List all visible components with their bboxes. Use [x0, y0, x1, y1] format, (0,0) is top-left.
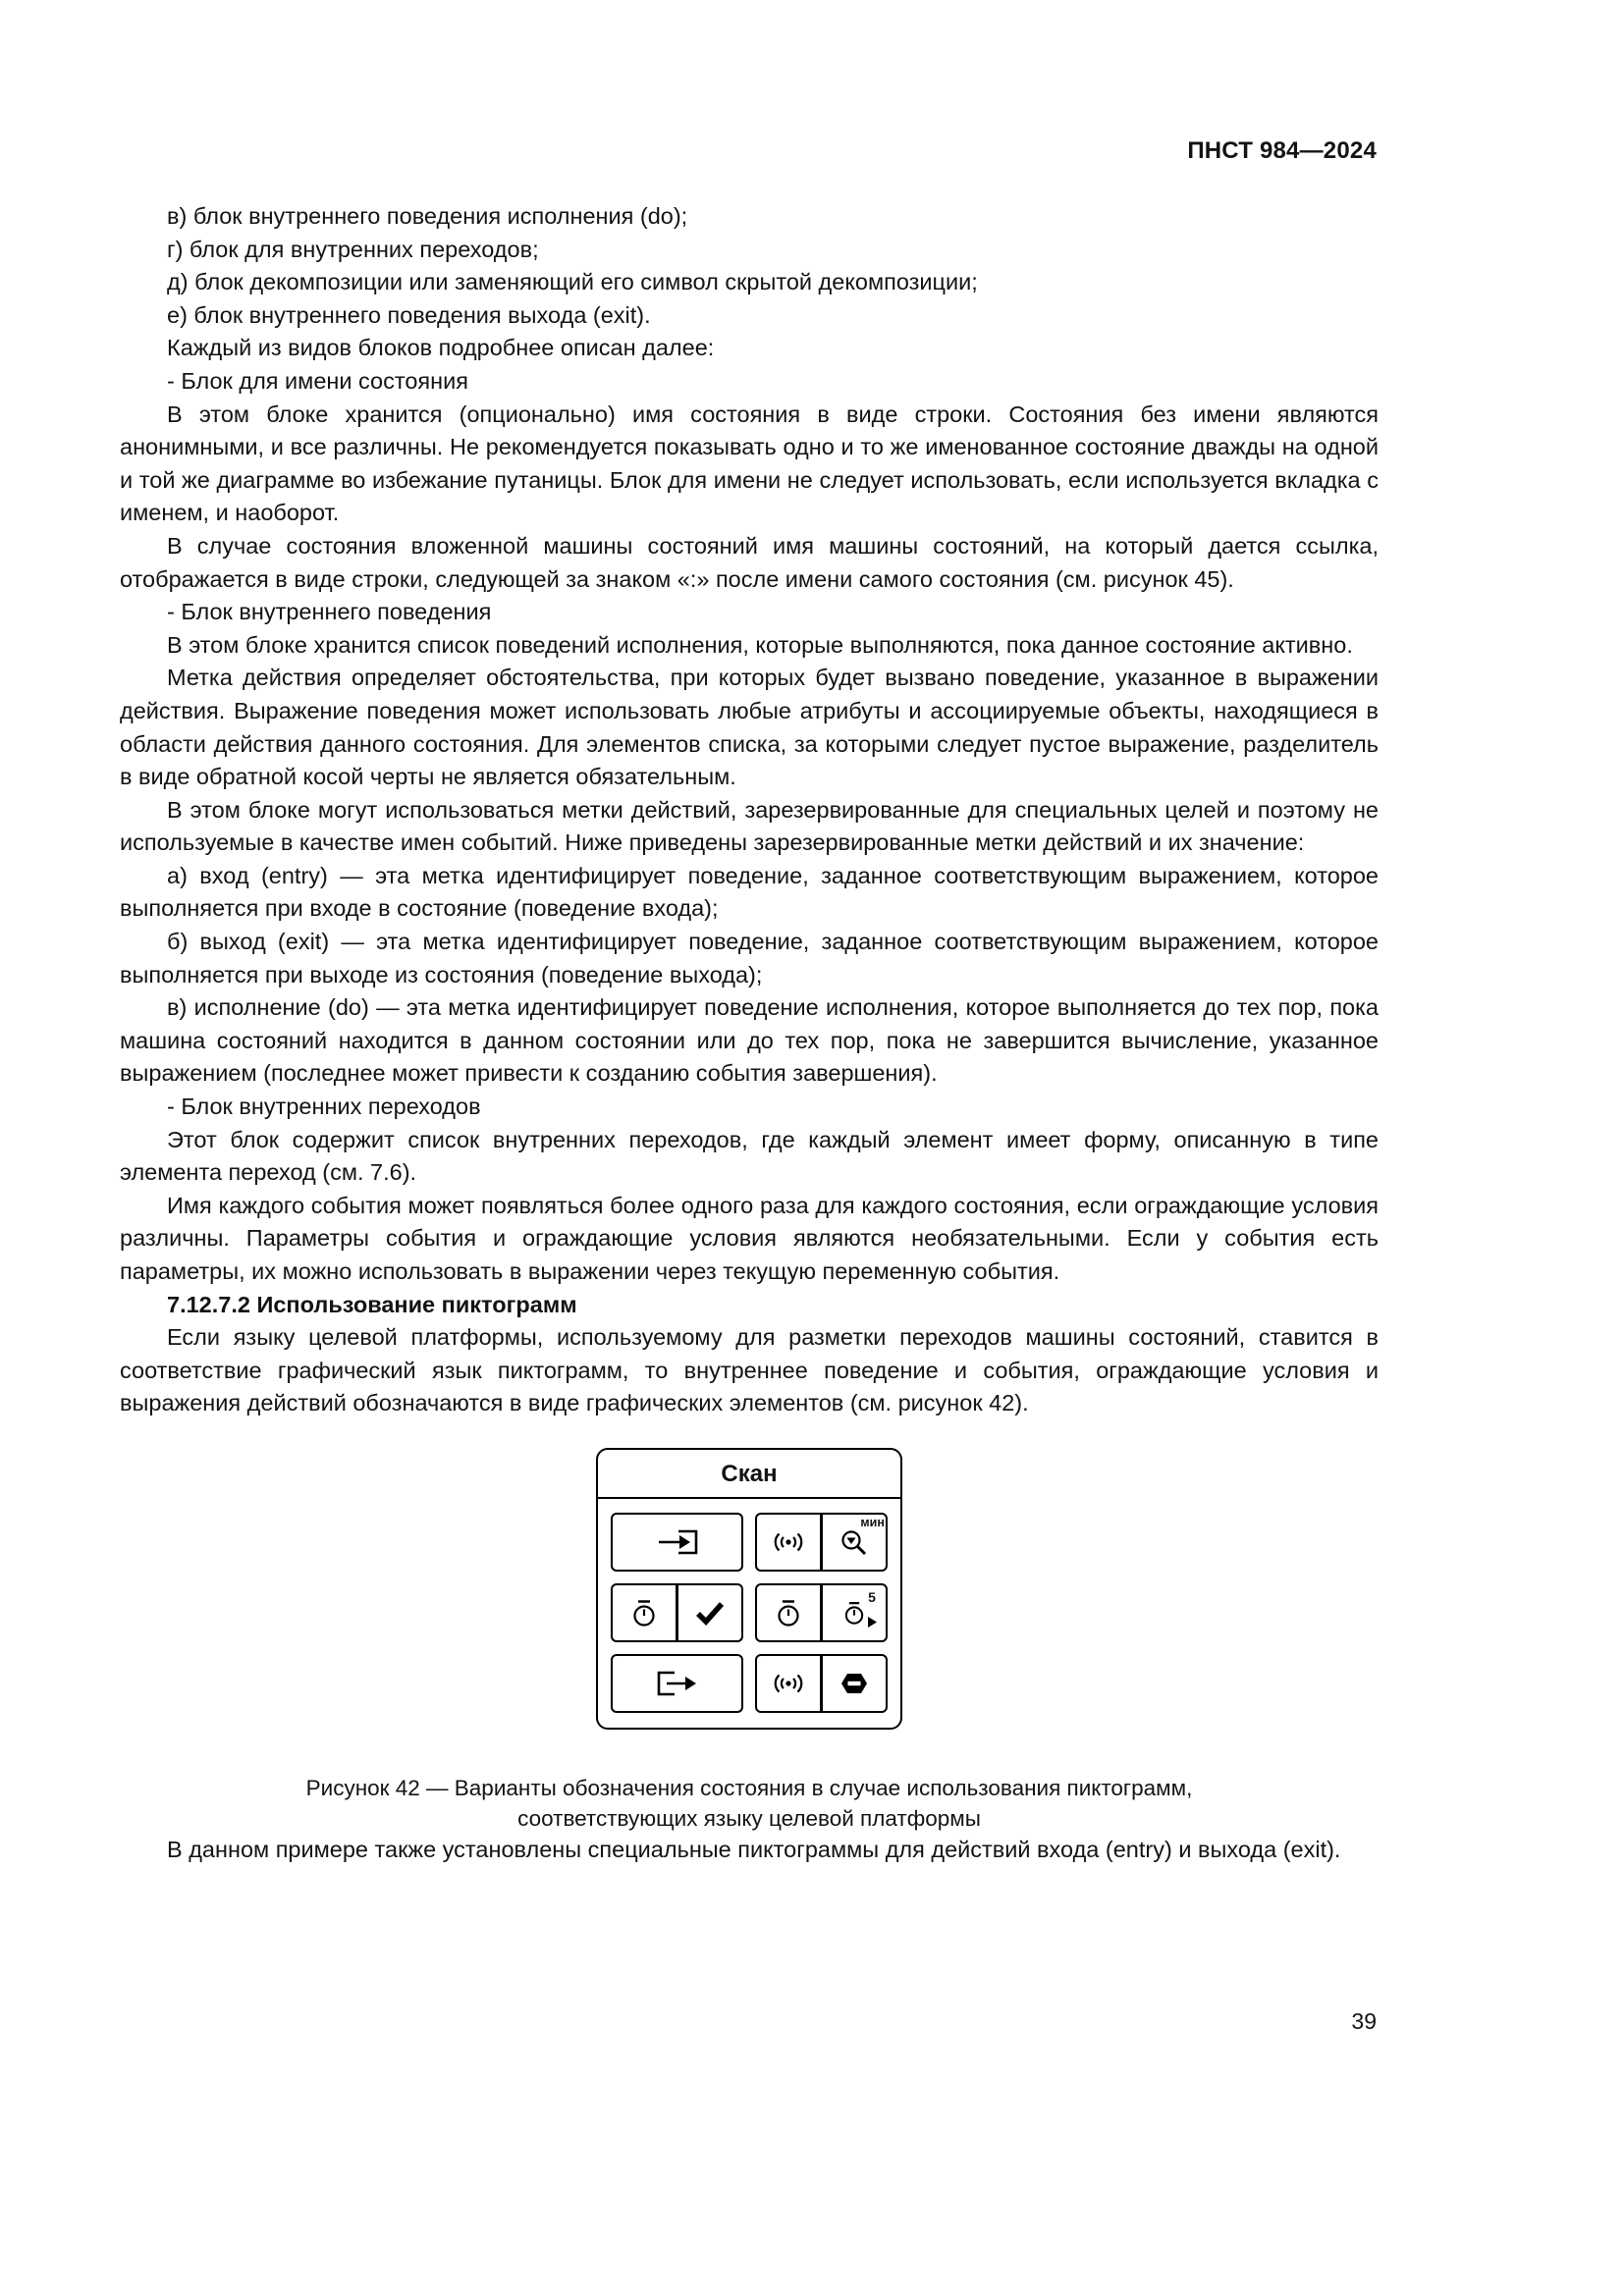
paragraph: Метка действия определяет обстоятельства, при которых будет вызвано поведение, указанное в выражении действия. Выражение поведения может использовать любые атрибуты и ассоциируемые объекты, находящиеся в области действия данного состояния. Для элементов списка, за которыми следует пустое выражение, разделитель в виде обратной косой черты не является обязательным.	[120, 665, 1379, 790]
pictogram-cell-exit	[611, 1654, 743, 1713]
pictogram-cell-timer-check	[611, 1583, 743, 1642]
pictogram-grid	[598, 1499, 900, 1728]
timer-icon	[613, 1585, 676, 1640]
timer-5-icon	[842, 1588, 876, 1626]
list-item: в) блок внутреннего поведения исполнения (do);	[167, 203, 688, 229]
list-item: б) выход (exit) — эта метка идентифицирует поведение, заданное соответствующим выражением, которое выполняется при выходе из состояния (поведение выхода);	[120, 929, 1379, 988]
list-item: г) блок для внутренних переходов;	[167, 236, 539, 262]
paragraph: В этом блоке хранится список поведений исполнения, которые выполняются, пока данное состояние активно.	[167, 631, 1353, 658]
figure-caption	[120, 1773, 1379, 1834]
pictogram-cell-timers	[755, 1583, 888, 1642]
dash-item: - Блок внутреннего поведения	[167, 599, 492, 625]
min-label: мин	[860, 1515, 885, 1529]
dash-item: - Блок внутренних переходов	[167, 1094, 481, 1120]
paragraph: В данном примере также установлены специальные пиктограммы для действий входа (entry) и выхода (exit).	[167, 1836, 1341, 1862]
pictogram-cell-signal-stop	[755, 1654, 888, 1713]
figure-caption-line1: Рисунок 42 — Варианты обозначения состояния в случае использования пиктограмм,	[305, 1775, 1193, 1800]
signal-icon	[757, 1656, 820, 1711]
check-icon	[678, 1585, 741, 1640]
list-item: е) блок внутреннего поведения выхода (exit).	[167, 301, 651, 328]
document-body	[120, 200, 1379, 1867]
list-item: а) вход (entry) — эта метка идентифицирует поведение, заданное соответствующим выражением, которое выполняется при входе в состояние (поведение входа);	[120, 862, 1379, 922]
figure-42	[120, 1448, 1379, 1730]
running-header: ПНСТ 984—2024	[1187, 137, 1377, 164]
pictogram-cell-scan-min	[755, 1513, 888, 1572]
state-box	[596, 1448, 902, 1730]
paragraph: В этом блоке могут использоваться метки действий, зарезервированные для специальных целей и поэтому не используемые в качестве имен событий. Ниже приведены зарезервированные метки действий и их значение:	[120, 796, 1379, 856]
exit-icon	[613, 1656, 741, 1711]
five-label: 5	[868, 1588, 876, 1605]
paragraph: В этом блоке хранится (опционально) имя состояния в виде строки. Состояния без имени являются анонимными, и все различны. Не рекомендуется показывать одно и то же именованное состояние дважды на одной и той же диаграмме во избежание путаницы. Блок для имени не следует использовать, если используется вкладка с именем, и наоборот.	[120, 400, 1379, 526]
timer-icon	[757, 1585, 820, 1640]
paragraph: Если языку целевой платформы, используемому для разметки переходов машины состояний, ставится в соответствие графический язык пиктограмм, то внутреннее поведение и события, ограждающие условия и выражения действий обозначаются в виде графических элементов (см. рисунок 42).	[120, 1324, 1379, 1416]
stop-icon	[823, 1656, 886, 1711]
figure-caption-line2: соответствующих языку целевой платформы	[517, 1805, 981, 1831]
paragraph: Имя каждого события может появляться более одного раза для каждого состояния, если ограждающие условия различны. Параметры события и ограждающие условия являются необязательными. Если у события есть параметры, их можно использовать в выражении через текущую переменную события.	[120, 1192, 1379, 1284]
dash-item: - Блок для имени состояния	[167, 367, 468, 394]
list-item: в) исполнение (do) — эта метка идентифицирует поведение исполнения, которое выполняется до тех пор, пока машина состояний находится в данном состоянии или до тех пор, пока не завершится вычисление, указанное выражением (последнее может привести к созданию события завершения).	[120, 994, 1379, 1087]
pictogram-cell-entry	[611, 1513, 743, 1572]
section-heading: 7.12.7.2 Использование пиктограмм	[167, 1291, 577, 1317]
signal-icon	[757, 1515, 820, 1570]
magnifier-icon	[839, 1515, 885, 1557]
paragraph: Этот блок содержит список внутренних переходов, где каждый элемент имеет форму, описанную в типе элемента переход (см. 7.6).	[120, 1126, 1379, 1186]
page-number: 39	[1351, 2008, 1377, 2034]
entry-icon	[613, 1515, 741, 1570]
list-item: д) блок декомпозиции или заменяющий его символ скрытой декомпозиции;	[167, 269, 978, 295]
paragraph: В случае состояния вложенной машины состояний имя машины состояний, на который дается ссылка, отображается в виде строки, следующей за знаком «:» после имени самого состояния (см. рисунок 45).	[120, 532, 1379, 592]
paragraph: Каждый из видов блоков подробнее описан далее:	[167, 335, 715, 361]
play-icon	[868, 1617, 877, 1628]
state-name: Скан	[598, 1450, 900, 1499]
